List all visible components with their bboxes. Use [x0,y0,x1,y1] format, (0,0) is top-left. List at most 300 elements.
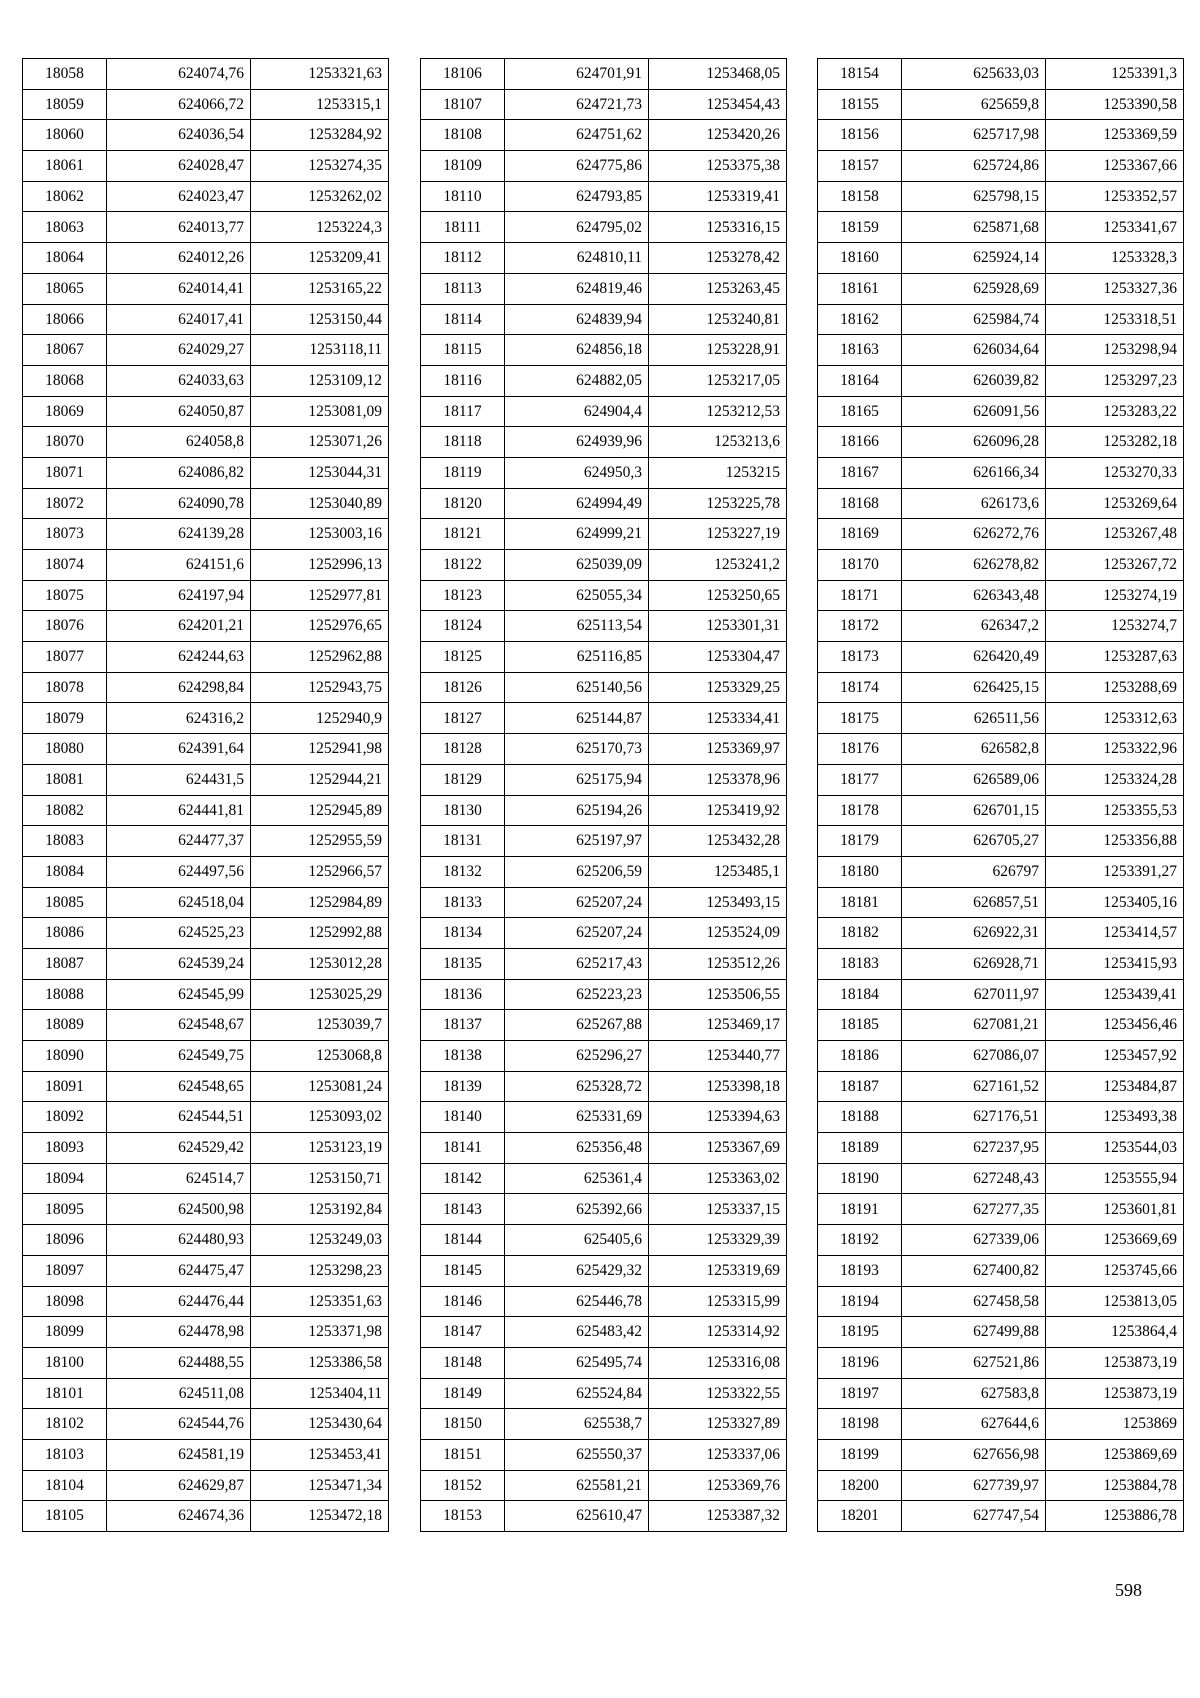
point-number-cell: 18090 [23,1041,107,1072]
x-coordinate-cell: 626173,6 [902,488,1046,519]
table-row [818,365,1184,396]
table-row [818,212,1184,243]
y-coordinate-cell: 1252943,75 [251,672,389,703]
point-number-cell: 18132 [421,856,505,887]
y-coordinate-cell: 1253512,26 [649,948,787,979]
x-coordinate-cell: 626928,71 [902,948,1046,979]
y-coordinate-cell: 1253328,3 [1046,243,1184,274]
y-coordinate-cell: 1252941,98 [251,734,389,765]
y-coordinate-cell: 1253165,22 [251,273,389,304]
point-number-cell: 18177 [818,764,902,795]
x-coordinate-cell: 626922,31 [902,918,1046,949]
point-number-cell: 18141 [421,1133,505,1164]
y-coordinate-cell: 1253356,88 [1046,826,1184,857]
y-coordinate-cell: 1253394,63 [649,1102,787,1133]
table-row [23,948,389,979]
table-row [818,89,1184,120]
table-row [23,764,389,795]
y-coordinate-cell: 1253873,19 [1046,1347,1184,1378]
point-number-cell: 18091 [23,1071,107,1102]
table-row [818,887,1184,918]
table-row [421,580,787,611]
x-coordinate-cell: 627458,58 [902,1286,1046,1317]
point-number-cell: 18194 [818,1286,902,1317]
table-row [818,550,1184,581]
x-coordinate-cell: 627237,95 [902,1133,1046,1164]
x-coordinate-cell: 625206,59 [505,856,649,887]
y-coordinate-cell: 1253213,6 [649,427,787,458]
y-coordinate-cell: 1253884,78 [1046,1470,1184,1501]
point-number-cell: 18148 [421,1347,505,1378]
point-number-cell: 18157 [818,151,902,182]
y-coordinate-cell: 1253472,18 [251,1501,389,1532]
x-coordinate-cell: 625633,03 [902,59,1046,90]
table-row [818,703,1184,734]
x-coordinate-cell: 627400,82 [902,1255,1046,1286]
point-number-cell: 18119 [421,457,505,488]
table-row [818,764,1184,795]
x-coordinate-cell: 624139,28 [107,519,251,550]
x-coordinate-cell: 625659,8 [902,89,1046,120]
y-coordinate-cell: 1253225,78 [649,488,787,519]
y-coordinate-cell: 1253420,26 [649,120,787,151]
x-coordinate-cell: 624939,96 [505,427,649,458]
x-coordinate-cell: 625116,85 [505,642,649,673]
table-row [23,396,389,427]
table-row [23,918,389,949]
point-number-cell: 18149 [421,1378,505,1409]
x-coordinate-cell: 624012,26 [107,243,251,274]
table-row [421,365,787,396]
y-coordinate-cell: 1253351,63 [251,1286,389,1317]
y-coordinate-cell: 1253040,89 [251,488,389,519]
table-row [818,611,1184,642]
table-row [421,1378,787,1409]
point-number-cell: 18150 [421,1409,505,1440]
y-coordinate-cell: 1253405,16 [1046,887,1184,918]
y-coordinate-cell: 1253485,1 [649,856,787,887]
point-number-cell: 18176 [818,734,902,765]
table-row [421,1163,787,1194]
point-number-cell: 18200 [818,1470,902,1501]
point-number-cell: 18067 [23,335,107,366]
table-row [23,642,389,673]
point-number-cell: 18156 [818,120,902,151]
x-coordinate-cell: 624514,7 [107,1163,251,1194]
y-coordinate-cell: 1253493,38 [1046,1102,1184,1133]
point-number-cell: 18081 [23,764,107,795]
table-row [818,1133,1184,1164]
table-row [421,1470,787,1501]
x-coordinate-cell: 626589,06 [902,764,1046,795]
point-number-cell: 18199 [818,1439,902,1470]
point-number-cell: 18164 [818,365,902,396]
y-coordinate-cell: 1253215 [649,457,787,488]
table-row [23,151,389,182]
x-coordinate-cell: 627521,86 [902,1347,1046,1378]
y-coordinate-cell: 1253669,69 [1046,1225,1184,1256]
x-coordinate-cell: 627081,21 [902,1010,1046,1041]
y-coordinate-cell: 1253355,53 [1046,795,1184,826]
y-coordinate-cell: 1253454,43 [649,89,787,120]
x-coordinate-cell: 624028,47 [107,151,251,182]
point-number-cell: 18173 [818,642,902,673]
point-number-cell: 18065 [23,273,107,304]
y-coordinate-cell: 1253469,17 [649,1010,787,1041]
y-coordinate-cell: 1253440,77 [649,1041,787,1072]
x-coordinate-cell: 627339,06 [902,1225,1046,1256]
point-number-cell: 18120 [421,488,505,519]
x-coordinate-cell: 625055,34 [505,580,649,611]
point-number-cell: 18160 [818,243,902,274]
table-row [421,1255,787,1286]
point-number-cell: 18122 [421,550,505,581]
x-coordinate-cell: 624014,41 [107,273,251,304]
table-row [818,1409,1184,1440]
point-number-cell: 18093 [23,1133,107,1164]
y-coordinate-cell: 1253390,58 [1046,89,1184,120]
table-row [818,1225,1184,1256]
x-coordinate-cell: 627656,98 [902,1439,1046,1470]
table-row [23,1470,389,1501]
table-row [23,365,389,396]
point-number-cell: 18145 [421,1255,505,1286]
table-row [23,703,389,734]
y-coordinate-cell: 1253192,84 [251,1194,389,1225]
x-coordinate-cell: 624856,18 [505,335,649,366]
point-number-cell: 18070 [23,427,107,458]
table-row [23,550,389,581]
x-coordinate-cell: 625717,98 [902,120,1046,151]
point-number-cell: 18088 [23,979,107,1010]
table-row [421,243,787,274]
point-number-cell: 18175 [818,703,902,734]
x-coordinate-cell: 624545,99 [107,979,251,1010]
point-number-cell: 18128 [421,734,505,765]
y-coordinate-cell: 1253456,46 [1046,1010,1184,1041]
x-coordinate-cell: 625483,42 [505,1317,649,1348]
point-number-cell: 18102 [23,1409,107,1440]
point-number-cell: 18131 [421,826,505,857]
y-coordinate-cell: 1253109,12 [251,365,389,396]
y-coordinate-cell: 1253081,09 [251,396,389,427]
table-row [23,1286,389,1317]
y-coordinate-cell: 1253227,19 [649,519,787,550]
table-row [23,1255,389,1286]
point-number-cell: 18118 [421,427,505,458]
x-coordinate-cell: 624544,51 [107,1102,251,1133]
point-number-cell: 18064 [23,243,107,274]
x-coordinate-cell: 626343,48 [902,580,1046,611]
x-coordinate-cell: 624674,36 [107,1501,251,1532]
x-coordinate-cell: 624882,05 [505,365,649,396]
point-number-cell: 18140 [421,1102,505,1133]
point-number-cell: 18134 [421,918,505,949]
point-number-cell: 18121 [421,519,505,550]
table-row [421,1071,787,1102]
point-number-cell: 18161 [818,273,902,304]
table-row [818,396,1184,427]
y-coordinate-cell: 1253471,34 [251,1470,389,1501]
table-row [421,1102,787,1133]
point-number-cell: 18133 [421,887,505,918]
x-coordinate-cell: 627176,51 [902,1102,1046,1133]
point-number-cell: 18136 [421,979,505,1010]
point-number-cell: 18124 [421,611,505,642]
x-coordinate-cell: 625207,24 [505,887,649,918]
table-row [23,1102,389,1133]
point-number-cell: 18106 [421,59,505,90]
y-coordinate-cell: 1253869 [1046,1409,1184,1440]
y-coordinate-cell: 1253387,32 [649,1501,787,1532]
table-row [421,335,787,366]
table-row [818,243,1184,274]
x-coordinate-cell: 627583,8 [902,1378,1046,1409]
point-number-cell: 18179 [818,826,902,857]
table-row [421,1194,787,1225]
y-coordinate-cell: 1253404,11 [251,1378,389,1409]
point-number-cell: 18074 [23,550,107,581]
point-number-cell: 18117 [421,396,505,427]
x-coordinate-cell: 625392,66 [505,1194,649,1225]
point-number-cell: 18137 [421,1010,505,1041]
x-coordinate-cell: 624721,73 [505,89,649,120]
table-row [23,1501,389,1532]
x-coordinate-cell: 624475,47 [107,1255,251,1286]
point-number-cell: 18181 [818,887,902,918]
y-coordinate-cell: 1253327,89 [649,1409,787,1440]
table-row [23,887,389,918]
x-coordinate-cell: 624478,98 [107,1317,251,1348]
y-coordinate-cell: 1253369,76 [649,1470,787,1501]
y-coordinate-cell: 1253025,29 [251,979,389,1010]
y-coordinate-cell: 1253039,7 [251,1010,389,1041]
x-coordinate-cell: 624036,54 [107,120,251,151]
x-coordinate-cell: 624066,72 [107,89,251,120]
point-number-cell: 18110 [421,181,505,212]
coordinate-table-3 [817,58,1184,1532]
point-number-cell: 18085 [23,887,107,918]
point-number-cell: 18139 [421,1071,505,1102]
table-row [818,672,1184,703]
table-row [421,550,787,581]
table-row [818,1071,1184,1102]
point-number-cell: 18113 [421,273,505,304]
coordinate-table-2 [420,58,787,1532]
x-coordinate-cell: 624549,75 [107,1041,251,1072]
point-number-cell: 18152 [421,1470,505,1501]
point-number-cell: 18077 [23,642,107,673]
table-row [818,1010,1184,1041]
x-coordinate-cell: 627161,52 [902,1071,1046,1102]
table-row [23,1041,389,1072]
point-number-cell: 18127 [421,703,505,734]
y-coordinate-cell: 1252996,13 [251,550,389,581]
x-coordinate-cell: 626705,27 [902,826,1046,857]
x-coordinate-cell: 625524,84 [505,1378,649,1409]
x-coordinate-cell: 624201,21 [107,611,251,642]
x-coordinate-cell: 626797 [902,856,1046,887]
x-coordinate-cell: 624058,8 [107,427,251,458]
point-number-cell: 18197 [818,1378,902,1409]
x-coordinate-cell: 624701,91 [505,59,649,90]
point-number-cell: 18104 [23,1470,107,1501]
x-coordinate-cell: 625144,87 [505,703,649,734]
x-coordinate-cell: 625610,47 [505,1501,649,1532]
x-coordinate-cell: 624629,87 [107,1470,251,1501]
y-coordinate-cell: 1253081,24 [251,1071,389,1102]
point-number-cell: 18170 [818,550,902,581]
y-coordinate-cell: 1253432,28 [649,826,787,857]
y-coordinate-cell: 1253371,98 [251,1317,389,1348]
y-coordinate-cell: 1253337,06 [649,1439,787,1470]
table-row [818,1501,1184,1532]
table-row [421,427,787,458]
table-row [23,212,389,243]
y-coordinate-cell: 1253886,78 [1046,1501,1184,1532]
point-number-cell: 18187 [818,1071,902,1102]
y-coordinate-cell: 1253282,18 [1046,427,1184,458]
point-number-cell: 18146 [421,1286,505,1317]
y-coordinate-cell: 1253118,11 [251,335,389,366]
y-coordinate-cell: 1252945,89 [251,795,389,826]
y-coordinate-cell: 1253319,41 [649,181,787,212]
x-coordinate-cell: 626034,64 [902,335,1046,366]
table-row [421,1409,787,1440]
x-coordinate-cell: 624017,41 [107,304,251,335]
point-number-cell: 18178 [818,795,902,826]
table-row [421,887,787,918]
table-row [23,672,389,703]
y-coordinate-cell: 1253484,87 [1046,1071,1184,1102]
table-row [818,120,1184,151]
point-number-cell: 18147 [421,1317,505,1348]
table-row [818,734,1184,765]
x-coordinate-cell: 624548,65 [107,1071,251,1102]
y-coordinate-cell: 1253288,69 [1046,672,1184,703]
point-number-cell: 18168 [818,488,902,519]
y-coordinate-cell: 1253228,91 [649,335,787,366]
table-row [818,1102,1184,1133]
table-row [421,519,787,550]
point-number-cell: 18062 [23,181,107,212]
table-row [23,1010,389,1041]
x-coordinate-cell: 624497,56 [107,856,251,887]
point-number-cell: 18103 [23,1439,107,1470]
point-number-cell: 18080 [23,734,107,765]
table-row [818,1470,1184,1501]
point-number-cell: 18167 [818,457,902,488]
table-row [421,979,787,1010]
y-coordinate-cell: 1253329,39 [649,1225,787,1256]
x-coordinate-cell: 625538,7 [505,1409,649,1440]
point-number-cell: 18182 [818,918,902,949]
x-coordinate-cell: 624950,3 [505,457,649,488]
table-row [421,795,787,826]
x-coordinate-cell: 624500,98 [107,1194,251,1225]
x-coordinate-cell: 624476,44 [107,1286,251,1317]
y-coordinate-cell: 1253314,92 [649,1317,787,1348]
table-row [421,1439,787,1470]
x-coordinate-cell: 627644,6 [902,1409,1046,1440]
x-coordinate-cell: 625871,68 [902,212,1046,243]
table-row [421,89,787,120]
point-number-cell: 18151 [421,1439,505,1470]
point-number-cell: 18066 [23,304,107,335]
table-row [421,948,787,979]
y-coordinate-cell: 1253745,66 [1046,1255,1184,1286]
x-coordinate-cell: 624086,82 [107,457,251,488]
x-coordinate-cell: 624029,27 [107,335,251,366]
y-coordinate-cell: 1253274,19 [1046,580,1184,611]
point-number-cell: 18098 [23,1286,107,1317]
point-number-cell: 18123 [421,580,505,611]
y-coordinate-cell: 1252977,81 [251,580,389,611]
y-coordinate-cell: 1253212,53 [649,396,787,427]
point-number-cell: 18092 [23,1102,107,1133]
point-number-cell: 18116 [421,365,505,396]
y-coordinate-cell: 1253813,05 [1046,1286,1184,1317]
x-coordinate-cell: 625207,24 [505,918,649,949]
table-row [421,1286,787,1317]
table-row [421,1041,787,1072]
point-number-cell: 18099 [23,1317,107,1348]
y-coordinate-cell: 1253068,8 [251,1041,389,1072]
x-coordinate-cell: 625039,09 [505,550,649,581]
y-coordinate-cell: 1253267,48 [1046,519,1184,550]
table-row [818,1163,1184,1194]
table-row [421,1133,787,1164]
table-row [421,672,787,703]
table-row [421,304,787,335]
y-coordinate-cell: 1253391,27 [1046,856,1184,887]
x-coordinate-cell: 624544,76 [107,1409,251,1440]
x-coordinate-cell: 624488,55 [107,1347,251,1378]
x-coordinate-cell: 624391,64 [107,734,251,765]
point-number-cell: 18162 [818,304,902,335]
x-coordinate-cell: 624529,42 [107,1133,251,1164]
x-coordinate-cell: 625928,69 [902,273,1046,304]
y-coordinate-cell: 1253369,59 [1046,120,1184,151]
table-row [23,181,389,212]
table-row [23,243,389,274]
x-coordinate-cell: 624090,78 [107,488,251,519]
y-coordinate-cell: 1253544,03 [1046,1133,1184,1164]
x-coordinate-cell: 624316,2 [107,703,251,734]
x-coordinate-cell: 625328,72 [505,1071,649,1102]
point-number-cell: 18183 [818,948,902,979]
x-coordinate-cell: 625331,69 [505,1102,649,1133]
y-coordinate-cell: 1253263,45 [649,273,787,304]
point-number-cell: 18143 [421,1194,505,1225]
point-number-cell: 18125 [421,642,505,673]
y-coordinate-cell: 1253012,28 [251,948,389,979]
x-coordinate-cell: 624050,87 [107,396,251,427]
x-coordinate-cell: 626091,56 [902,396,1046,427]
point-number-cell: 18169 [818,519,902,550]
x-coordinate-cell: 625798,15 [902,181,1046,212]
table-row [23,335,389,366]
y-coordinate-cell: 1253298,94 [1046,335,1184,366]
y-coordinate-cell: 1253284,92 [251,120,389,151]
point-number-cell: 18142 [421,1163,505,1194]
table-row [818,1255,1184,1286]
point-number-cell: 18190 [818,1163,902,1194]
y-coordinate-cell: 1253093,02 [251,1102,389,1133]
table-row [23,1347,389,1378]
table-row [421,396,787,427]
point-number-cell: 18101 [23,1378,107,1409]
